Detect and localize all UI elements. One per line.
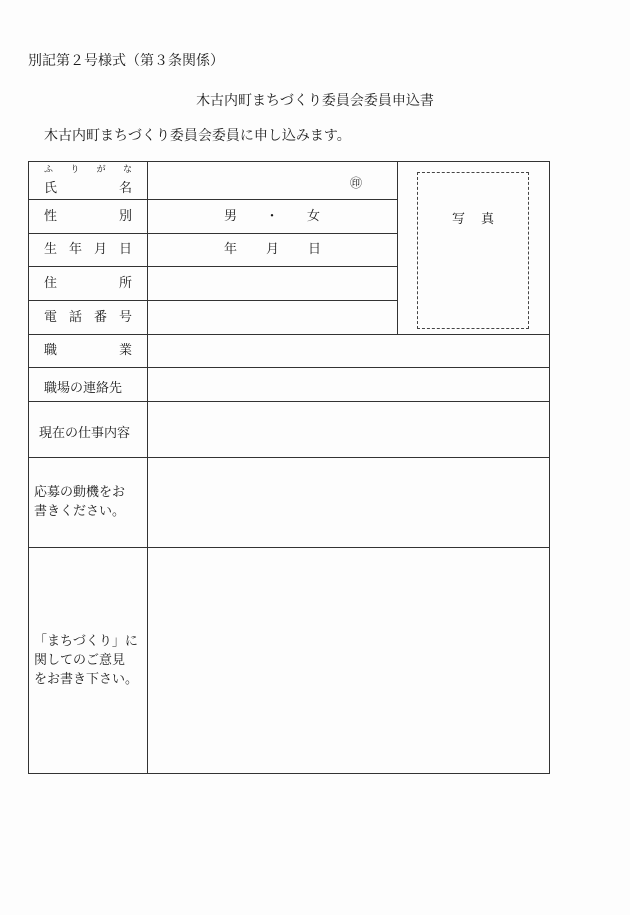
phone-input-area[interactable]	[148, 301, 396, 333]
seal-mark: ㊞	[350, 176, 363, 190]
opinion-input-area[interactable]	[148, 548, 549, 773]
form-title: 木古内町まちづくり委員会委員申込書	[196, 93, 434, 109]
photo-column-divider	[397, 161, 398, 334]
birth-month-unit: 月	[266, 242, 280, 257]
address-label: 住 所	[44, 276, 132, 291]
row-divider	[28, 199, 397, 200]
application-statement: 木古内町まちづくり委員会委員に申し込みます。	[44, 128, 351, 144]
gender-label: 性 別	[44, 209, 132, 224]
occupation-input-area[interactable]	[148, 335, 549, 366]
form-number: 別記第２号様式（第３条関係）	[28, 53, 224, 69]
gender-option-female[interactable]: 女	[306, 209, 320, 224]
photo-placeholder[interactable]	[417, 172, 529, 329]
workplace-contact-label: 職場の連絡先	[44, 381, 123, 396]
furigana-label: ふ り が な	[44, 165, 132, 175]
motive-label: 応募の動機をお 書きください。	[34, 485, 126, 519]
birth-day-unit: 日	[308, 242, 322, 257]
gender-separator: ・	[265, 209, 279, 224]
workplace-contact-input-area[interactable]	[148, 368, 549, 400]
occupation-label: 職 業	[44, 343, 132, 358]
gender-options	[224, 210, 320, 224]
name-label: 氏 名	[44, 181, 132, 196]
motive-input-area[interactable]	[148, 458, 549, 546]
phone-label: 電 話 番 号	[44, 310, 132, 325]
opinion-label: 「まちづくり」に 関してのご意見 をお書き下さい。	[34, 634, 139, 687]
address-input-area[interactable]	[148, 267, 396, 299]
birthdate-label: 生 年 月 日	[44, 242, 132, 257]
current-work-input-area[interactable]	[148, 402, 549, 456]
current-work-label: 現在の仕事内容	[39, 426, 131, 441]
birth-year-unit: 年	[224, 242, 238, 257]
photo-label: 写 真	[452, 212, 494, 227]
gender-option-male[interactable]: 男	[224, 209, 238, 224]
